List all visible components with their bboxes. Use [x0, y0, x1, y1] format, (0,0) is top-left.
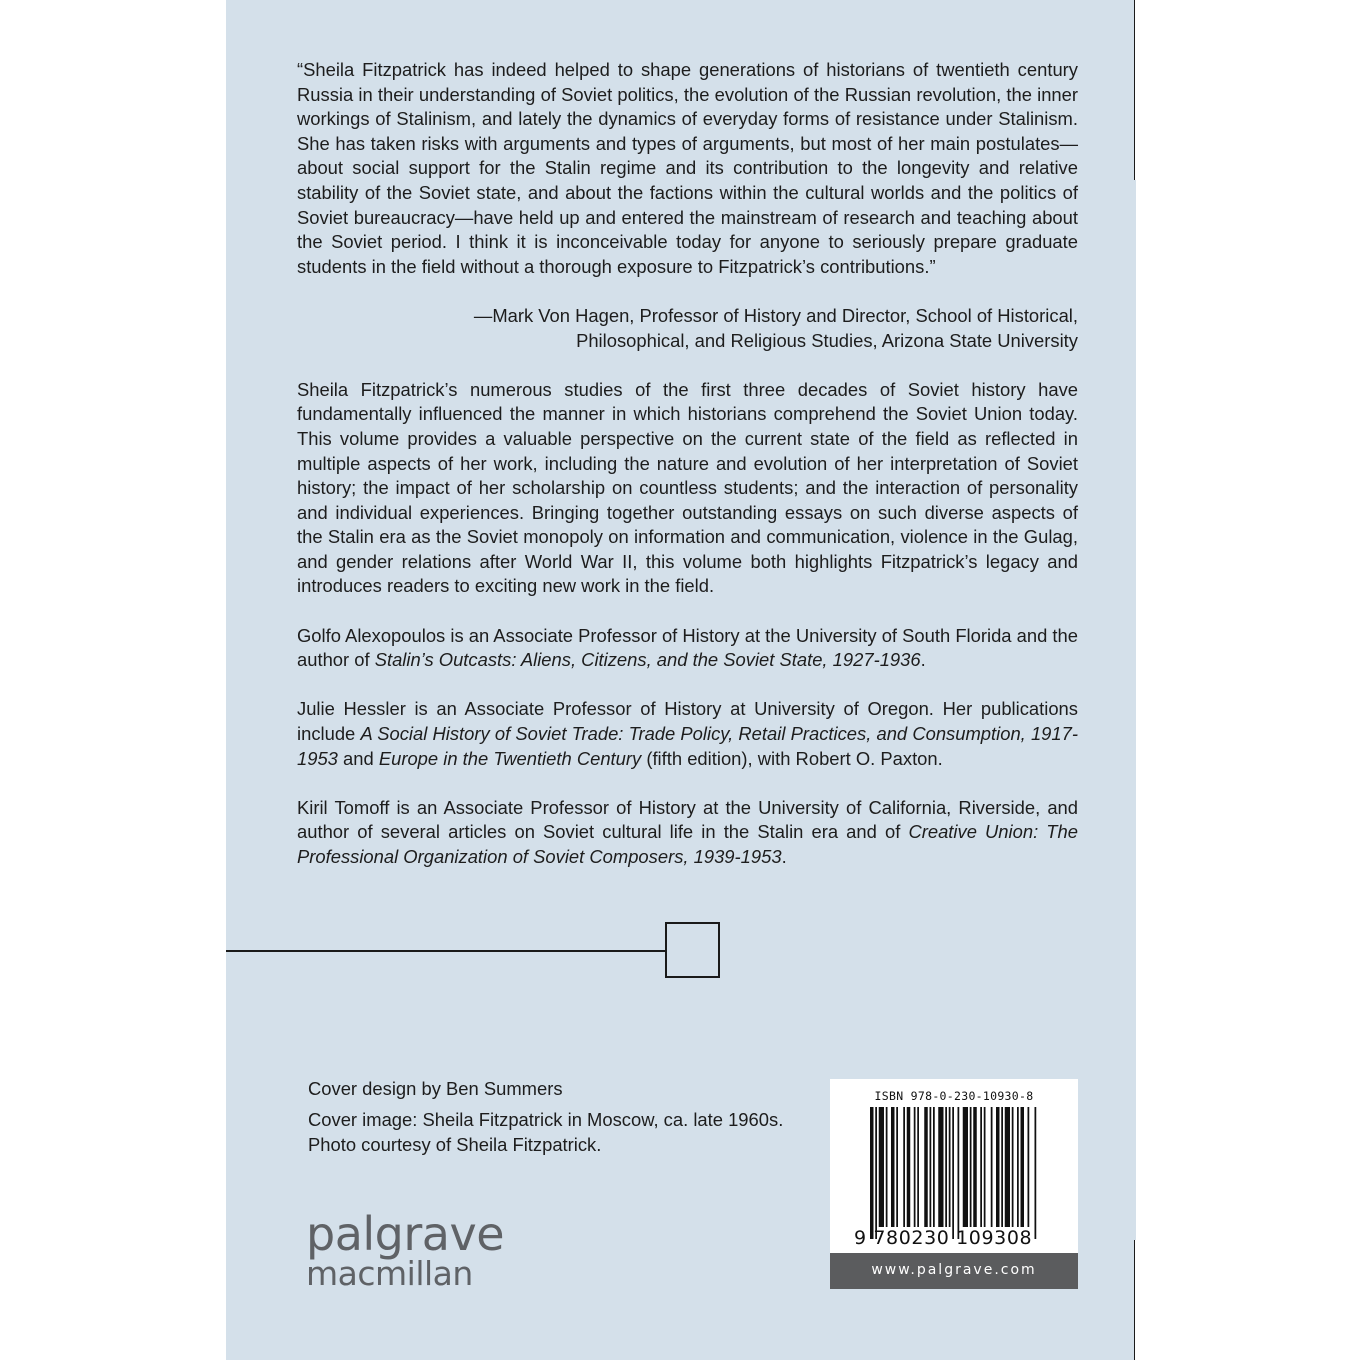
- bio-alexopoulos-text: Golfo Alexopoulos is an Associate Professor of History at the University of South Florida and the author of: [297, 624, 1078, 671]
- barcode-bar: [991, 1107, 993, 1227]
- barcode-bar: [958, 1107, 960, 1239]
- barcode-bar: [886, 1107, 888, 1227]
- back-cover: [226, 0, 1135, 1360]
- barcode-bar: [1021, 1107, 1025, 1227]
- barcode-bars: [870, 1107, 1040, 1239]
- decorative-square: [665, 922, 720, 978]
- barcode-bar: [949, 1107, 951, 1227]
- barcode-bar: [870, 1107, 874, 1239]
- barcode-bar: [984, 1107, 986, 1227]
- decorative-rule: [226, 950, 666, 952]
- barcode-bar: [914, 1107, 916, 1227]
- cover-credits: [308, 1077, 783, 1157]
- spine-edge: [1133, 180, 1136, 1240]
- barcode-bar: [917, 1107, 919, 1227]
- barcode-bar: [896, 1107, 898, 1227]
- barcode-panel: [830, 1079, 1078, 1289]
- barcode-bar: [952, 1107, 954, 1239]
- barcode-bar: [973, 1107, 977, 1227]
- barcode-bar: [945, 1107, 947, 1227]
- barcode-bar: [1035, 1107, 1037, 1239]
- quote-attribution: [297, 304, 1078, 353]
- barcode-bar: [980, 1107, 982, 1227]
- publisher-logo-line-1: palgrave: [306, 1207, 504, 1261]
- isbn-label: ISBN 978-0-230-10930-8: [874, 1089, 1034, 1103]
- barcode-bar: [1005, 1107, 1010, 1227]
- bio-hessler-end: (fifth edition), with Robert O. Paxton.: [641, 747, 943, 769]
- bio-hessler-book-2: Europe in the Twentieth Century: [378, 747, 642, 769]
- book-description: Sheila Fitzpatrick’s numerous studies of the first three decades of Soviet history have fundamentally influenced the manner in which historians comprehend the Soviet Union today. This volume provides a valuable perspective on the current state of the field as reflected in multiple aspects of her work, including the nature and evolution of her interpretation of Soviet history; the impact of her scholarship on countless students; and the interaction of personality and individual experiences. Bringing together outstanding essays on such diverse aspects of the Stalin era as the Soviet monopoly on information and communication, violence in the Gulag, and gender relations after World War II, this volume both highlights Fitzpatrick’s legacy and introduces readers to exciting new work in the field.: [297, 378, 1078, 597]
- bio-alexopoulos-end: .: [920, 649, 926, 671]
- publisher-website: www.palgrave.com: [830, 1253, 1078, 1289]
- attribution-line-1: —Mark Von Hagen, Professor of History and Director, School of Historical,: [473, 304, 1078, 326]
- barcode-bar: [970, 1107, 972, 1227]
- barcode-digits: 9 780230 109308: [854, 1227, 1033, 1249]
- barcode-bar: [963, 1107, 968, 1227]
- cover-image-credit: Cover image: Sheila Fitzpatrick in Moscow, ca. late 1960s.: [308, 1108, 784, 1130]
- bio-alexopoulos: [297, 624, 1078, 673]
- bio-tomoff-end: .: [781, 846, 787, 867]
- barcode-bar: [938, 1107, 943, 1227]
- bio-hessler-text: Julie Hessler is an Associate Professor of History at University of Oregon. Her publications include: [297, 698, 1078, 745]
- bio-tomoff: [297, 796, 1078, 870]
- barcode-bar: [930, 1107, 932, 1227]
- bio-alexopoulos-book: Stalin’s Outcasts: Aliens, Citizens, and the Soviet State, 1927-1936: [374, 649, 921, 671]
- barcode-bar: [933, 1107, 935, 1227]
- back-cover-text: [297, 58, 1078, 894]
- barcode-bar: [1017, 1107, 1019, 1227]
- endorsement-quote: “Sheila Fitzpatrick has indeed helped to shape generations of historians of twentieth century Russia in their understanding of Soviet politics, the evolution of the Russian revolution, the inner workings of Stalinism, and lately the dynamics of everyday forms of resistance under Stalinism. She has taken risks with arguments and types of arguments, but most of her main postulates—about social support for the Stalin regime and its contribution to the longevity and relative stability of the Soviet state, and about the factions within the cultural worlds and the politics of Soviet bureaucracy—have held up and entered the mainstream of research and teaching about the Soviet period. I think it is inconceivable today for anyone to seriously prepare graduate students in the field without a thorough exposure to Fitzpatrick’s contributions.”: [297, 59, 1078, 277]
- photo-credit: Photo courtesy of Sheila Fitzpatrick.: [308, 1133, 602, 1155]
- barcode-bar: [875, 1107, 877, 1239]
- cover-design-credit: Cover design by Ben Summers: [308, 1078, 563, 1099]
- barcode-bar: [879, 1107, 884, 1227]
- barcode-bar: [996, 1107, 1000, 1227]
- bio-tomoff-text: Kiril Tomoff is an Associate Professor of History at the University of California, Riverside, and author of several articles on Soviet cultural life in the Stalin era and of: [297, 796, 1078, 843]
- publisher-logo-line-2: macmillan: [306, 1254, 473, 1293]
- attribution-line-2: Philosophical, and Religious Studies, Arizona State University: [576, 329, 1078, 351]
- barcode-bar: [891, 1107, 895, 1227]
- publisher-logo: [306, 1208, 504, 1292]
- barcode-bar: [903, 1107, 905, 1227]
- bio-hessler-mid: and: [337, 747, 379, 769]
- barcode-bar: [1012, 1107, 1014, 1227]
- bio-tomoff-book: Creative Union: The Professional Organization of Soviet Composers, 1939-1953: [297, 821, 1078, 867]
- barcode-bar: [907, 1107, 911, 1227]
- barcode-bar: [924, 1107, 928, 1227]
- bio-hessler-book-1: A Social History of Soviet Trade: Trade Policy, Retail Practices, and Consumption, 1917-1953: [297, 723, 1078, 769]
- barcode-bar: [1028, 1107, 1030, 1227]
- barcode-bar: [1001, 1107, 1003, 1227]
- bio-hessler: [297, 697, 1078, 771]
